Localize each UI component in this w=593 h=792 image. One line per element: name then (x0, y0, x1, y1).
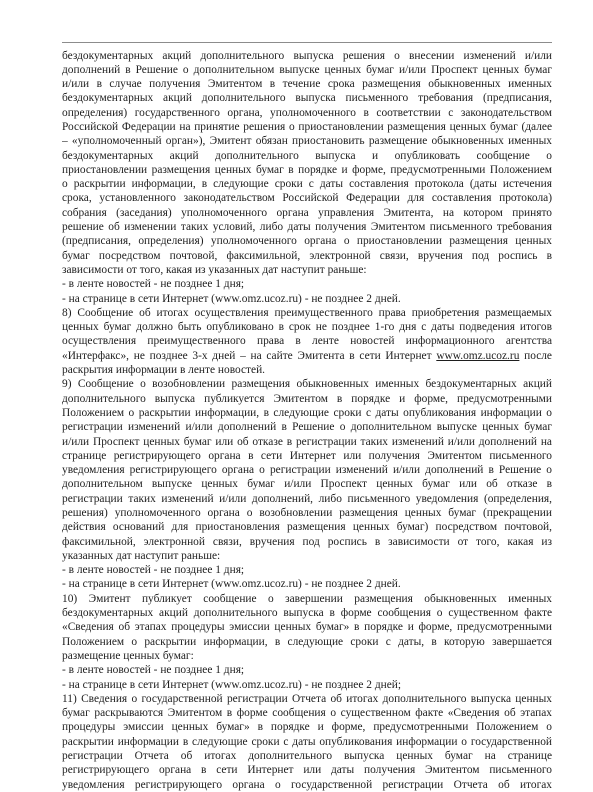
text-line: срока, установленного законодательством Российской Федерации для составления протокола) (62, 192, 552, 205)
text-line: собрания (заседания) уполномоченного органа управления Эмитента, на котором принято (62, 206, 552, 219)
text-line: осуществления преимущественного права в ленте новостей информационного агентства (62, 335, 552, 348)
text-line: - на странице в сети Интернет (www.omz.ucoz.ru) - не позднее 2 дней. (62, 578, 401, 591)
text-line: дополнительном выпуске ценных бумаг и/или Проспект ценных бумаг или об отказе в (62, 478, 552, 491)
text-line: (предписания, определения) уполномоченного органа о приостановлении размещения ценных (62, 235, 552, 248)
text-line: уведомления регистрирующего органа о регистрации изменений и/или дополнений в Решение о (62, 464, 552, 477)
text-line: уведомления регистрирующего органа о государственной регистрации Отчета об итогах (62, 778, 552, 791)
text-line: бездокументарных акций дополнительного выпуска письменного требования (предписания, (62, 92, 552, 105)
text-line: регистрации изменений и/или дополнений в Решение о дополнительном выпуске ценных бумаг (62, 421, 552, 434)
text-line: бумаг раскрываются Эмитентом в форме сообщения о существенном факте «Сведения об этапах (62, 707, 552, 720)
text-line: 8) Сообщение об итогах осуществления преимущественного права приобретения размещаемых (62, 306, 552, 319)
text-line: раскрытии информации в следующие сроки с даты опубликования информации о государственной (62, 735, 552, 748)
text-line: регистрации таких изменений и/или дополнений, либо письменного уведомления (определения, (62, 492, 552, 505)
text-line: процедуры эмиссии ценных бумаг» в порядке и форме, предусмотренными Положением о (62, 721, 552, 734)
text-line: - в ленте новостей - не позднее 1 дня; (62, 278, 245, 291)
text-line: размещение ценных бумаг: (62, 649, 194, 662)
text-line: зависимости от того, какая из указанных дат наступит раньше: (62, 263, 367, 276)
website-link[interactable]: www.omz.ucoz.ru (436, 349, 520, 362)
text-line: факсимильной, электронной связи, вручения под роспись в зависимости от того, какая из (62, 535, 552, 548)
text-line: 9) Сообщение о возобновлении размещения обыкновенных именных бездокументарных акций (62, 378, 552, 391)
text-line: бездокументарных акций дополнительного выпуска в форме сообщения о существенном факте (62, 607, 552, 620)
text-line: «Интерфакс», не позднее 3-х дней – на сайте Эмитента в сети Интернет www.omz.ucoz.ru после (62, 349, 552, 362)
text-line: раскрытия информации в ленте новостей. (62, 364, 266, 377)
text-line: «Сведения об этапах процедуры эмиссии ценных бумаг» в порядке и форме, предусмотренными (62, 621, 552, 634)
text-line: – «уполномоченный орган»), Эмитент обязан приостановить размещение обыкновенных именных (62, 135, 552, 148)
text-line: - на странице в сети Интернет (www.omz.ucoz.ru) - не позднее 2 дней; (62, 678, 402, 691)
text-line: приостановлении размещения ценных бумаг в порядке и форме, предусмотренными Положением (62, 163, 552, 176)
text-line: решения) уполномоченного органа о возобновлении размещения ценных бумаг (прекращении (62, 507, 552, 519)
text-line: решение об изменении таких условий, либо даты получения Эмитентом письменного требования (62, 221, 552, 234)
text-line: 10) Эмитент публикует сообщение о завершении размещения обыкновенных именных (62, 592, 552, 605)
text-line: определения) государственного органа, уполномоченного в соответствии с законодательством (62, 106, 552, 119)
text-line: бездокументарных акций дополнительного выпуска решения о внесении изменений и/или (62, 49, 552, 62)
text-line: о раскрытии информации, в следующие сроки с даты составления протокола (даты истечения (62, 178, 552, 191)
text-line: Положением о раскрытии информации, в следующие сроки с даты опубликования информации о (62, 406, 552, 419)
text-line: - в ленте новостей - не позднее 1 дня; (62, 664, 245, 677)
text-line: Российской Федерации на принятие решения о приостановлении размещения ценных бумаг (далее (62, 120, 552, 133)
text-line: - в ленте новостей - не позднее 1 дня; (62, 564, 245, 577)
text-line: действия оснований для приостановления размещения ценных бумаг) посредством почтовой, (62, 521, 552, 534)
text-line: регистрирующего органа в сети Интернет или даты получения Эмитентом письменного (62, 764, 552, 777)
text-line: бездокументарных акций дополнительного выпуска и опубликовать сообщение о (62, 149, 552, 162)
text-line: ценных бумаг должно быть опубликовано в срок не позднее 1-го дня с даты подведения итогов (62, 321, 552, 334)
text-line: регистрации Отчета об итогах дополнительного выпуска ценных бумаг на странице (62, 750, 552, 763)
text-line: бумаг посредством почтовой, факсимильной, электронной связи, вручения под роспись в (62, 249, 552, 262)
text-line: указанных дат наступит раньше: (62, 549, 221, 562)
text-line: и/или Проспект ценных бумаг или об отказе в регистрации таких изменений и/или дополнений на (62, 435, 552, 448)
text-line: Положением о раскрытии информации, в следующие сроки с даты, в которую завершается (62, 635, 552, 648)
text-line: - на странице в сети Интернет (www.omz.ucoz.ru) - не позднее 2 дней. (62, 292, 401, 305)
text-line: странице регистрирующего органа в сети Интернет или получения Эмитентом письменного (62, 449, 552, 462)
text-line: дополнений в Решение о дополнительном выпуске ценных бумаг и/или Проспект ценных бумаг (62, 63, 552, 76)
text-line: и/или в случае получения Эмитентом в течение срока размещения обыкновенных именных (62, 78, 552, 91)
document-body (62, 49, 552, 792)
text-line: дополнительного выпуска публикуется Эмитентом в порядке и форме, предусмотренными (62, 392, 552, 405)
text-line: 11) Сведения о государственной регистрации Отчета об итогах дополнительного выпуска ценных (62, 692, 552, 705)
header-rule (62, 42, 552, 43)
